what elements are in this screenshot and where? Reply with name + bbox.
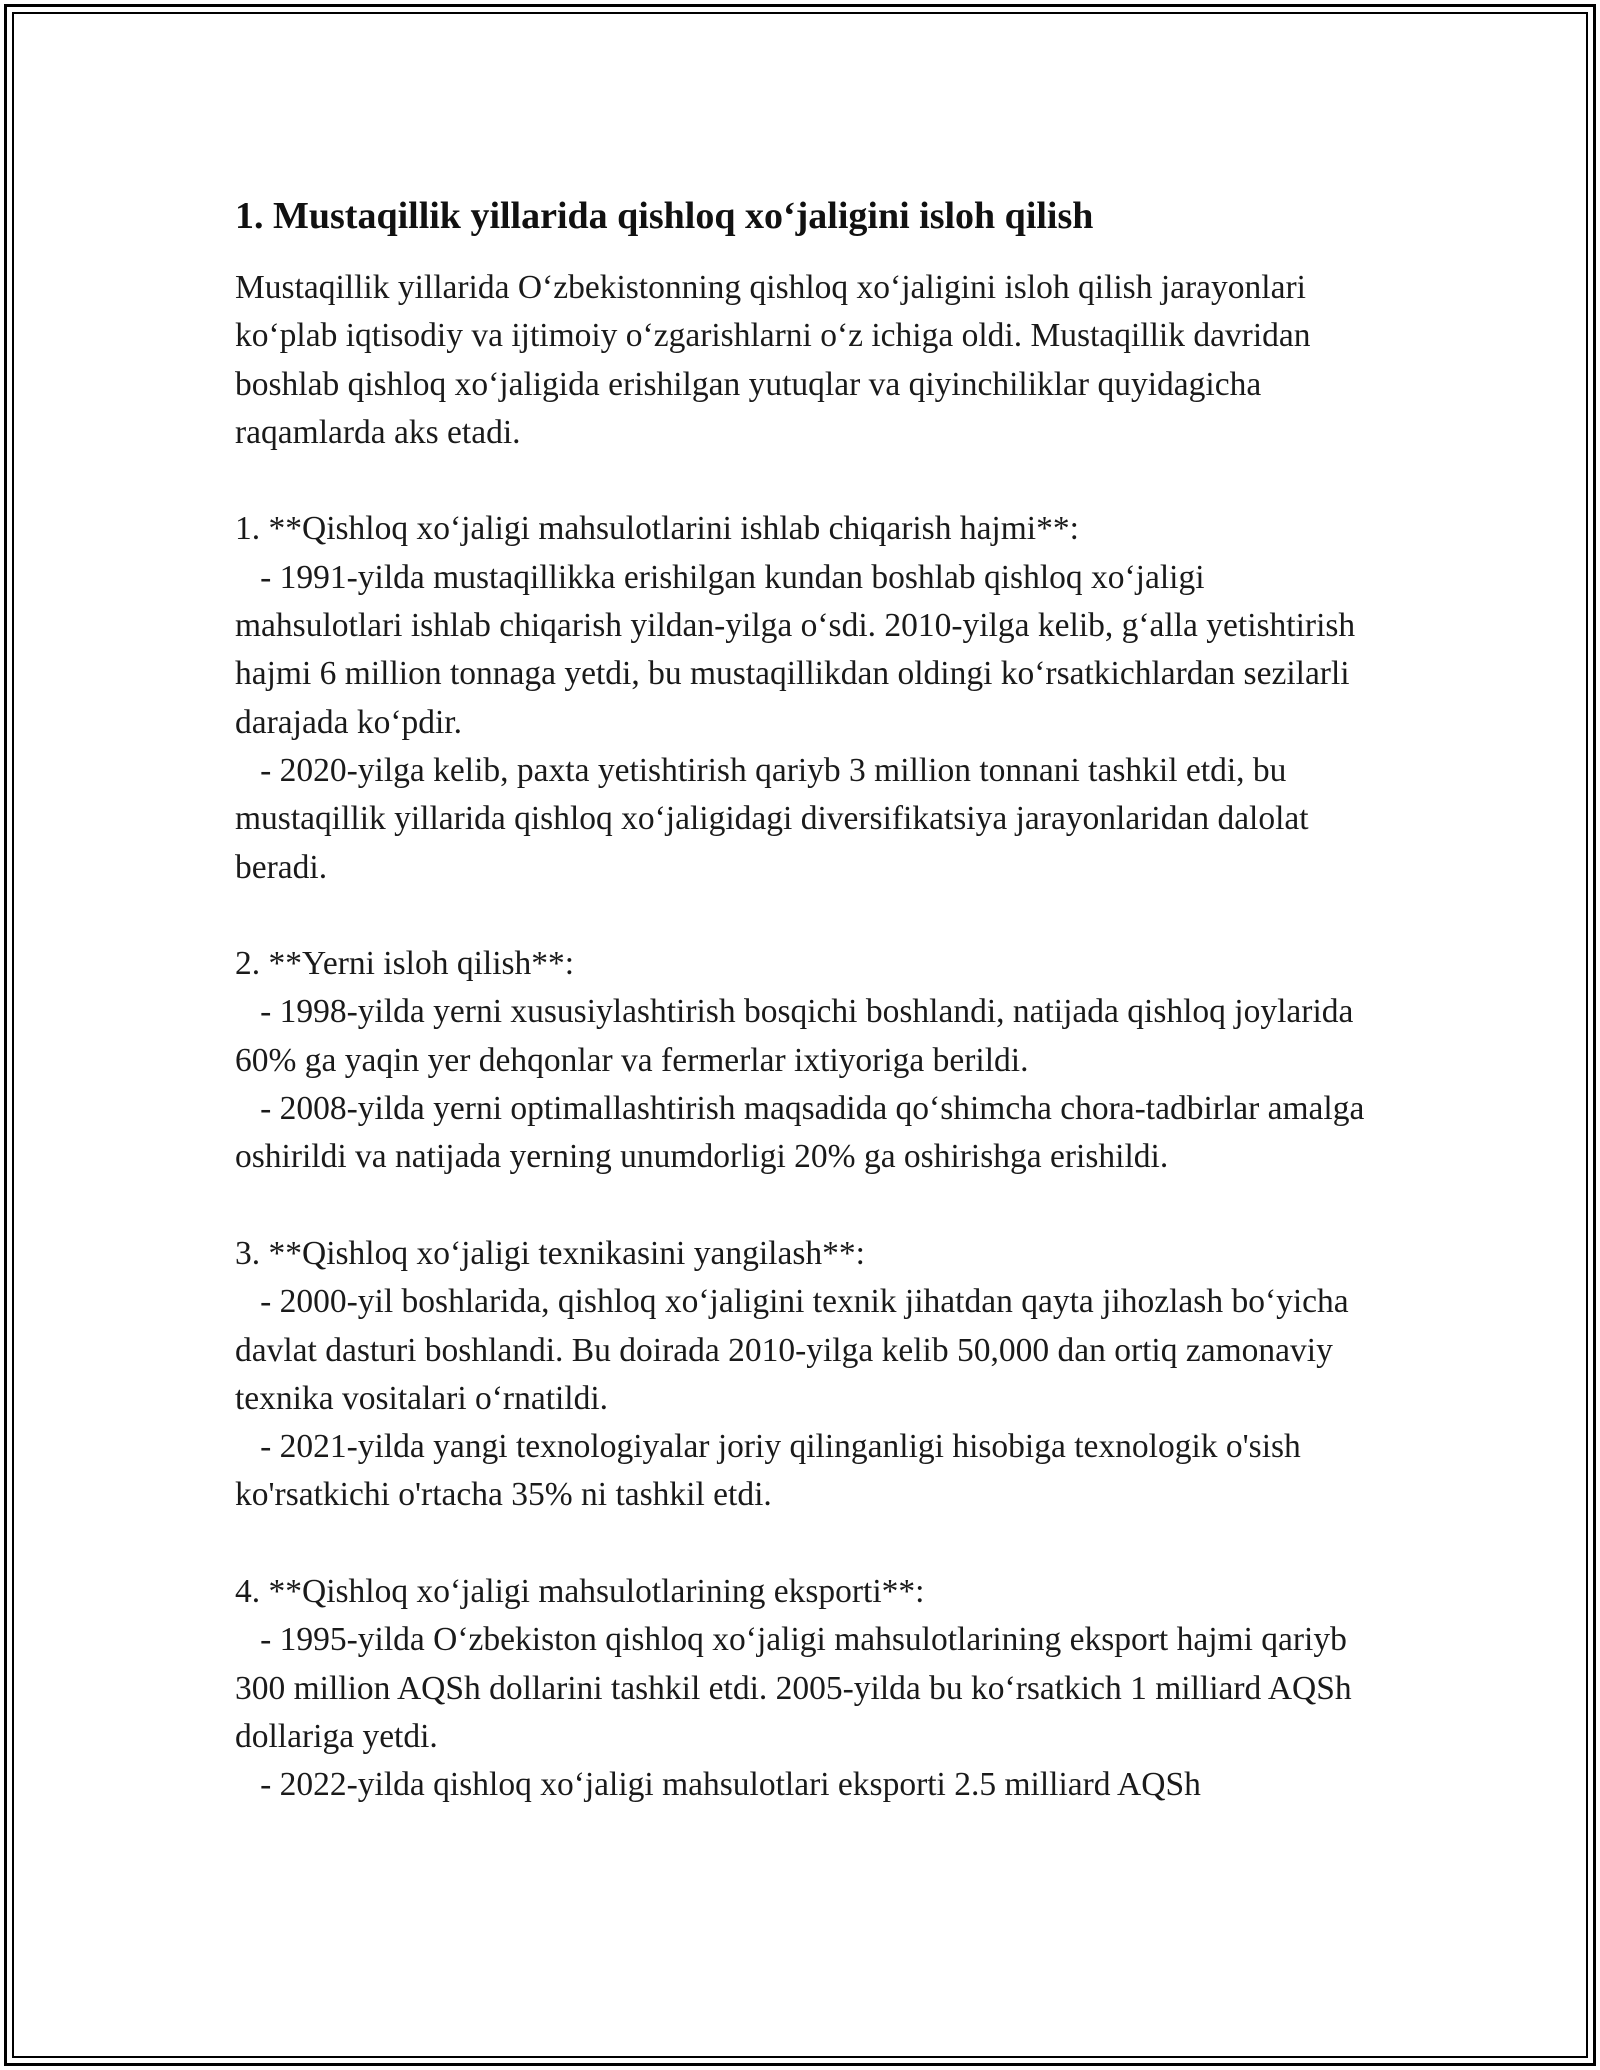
section-machinery (235, 1230, 1375, 1520)
section-item: - 1991-yilda mustaqillikka erishilgan kundan boshlab qishloq xoʻjaligi mahsulotlari ishlab chiqarish yildan-yilga oʻsdi. 2010-yilga kelib, gʻalla yetishtirish hajmi 6 million tonnaga yetdi, bu mustaqillikdan oldingi koʻrsatkichlardan sezilarli darajada koʻpdir. (235, 558, 1364, 741)
spacer (235, 892, 1375, 940)
intro-paragraph: Mustaqillik yillarida Oʻzbekistonning qishloq xoʻjaligini isloh qilish jarayonlari koʻplab iqtisodiy va ijtimoiy oʻzgarishlarni oʻz ichiga oldi. Mustaqillik davridan boshlab qishloq xoʻjaligida erishilgan yutuqlar va qiyinchiliklar quyidagicha raqamlarda aks etadi. (235, 269, 1319, 451)
section-item: - 2021-yilda yangi texnologiyalar joriy qilinganligi hisobiga texnologik o'sish ko'rsatkichi o'rtacha 35% ni tashkil etdi. (235, 1428, 1310, 1514)
section-heading: 2. **Yerni isloh qilish**: (235, 945, 575, 983)
section-heading: 4. **Qishloq xoʻjaligi mahsulotlarining eksporti**: (235, 1573, 925, 1611)
document-body (235, 180, 1375, 1810)
section-item: - 1995-yilda Oʻzbekiston qishloq xoʻjaligi mahsulotlarining eksport hajmi qariyb 300 million AQSh dollarini tashkil etdi. 2005-yilda bu koʻrsatkich 1 milliard AQSh dollariga yetdi. (235, 1621, 1360, 1755)
section-heading: 1. **Qishloq xoʻjaligi mahsulotlarini ishlab chiqarish hajmi**: (235, 510, 1079, 548)
section-land-reform (235, 940, 1375, 1181)
document-title: 1. Mustaqillik yillarida qishloq xoʻjaligini isloh qilish (235, 195, 1094, 237)
section-item: - 2022-yilda qishloq xoʻjaligi mahsulotlari eksporti 2.5 milliard AQSh (235, 1766, 1201, 1804)
spacer (235, 1520, 1375, 1568)
section-item: - 2008-yilda yerni optimallashtirish maqsadida qoʻshimcha chora-tadbirlar amalga oshirildi va natijada yerning unumdorligi 20% ga oshirishga erishildi. (235, 1090, 1373, 1176)
section-item: - 2000-yil boshlarida, qishloq xoʻjaligini texnik jihatdan qayta jihozlash boʻyicha davlat dasturi boshlandi. Bu doirada 2010-yilga kelib 50,000 dan ortiq zamonaviy texnika vositalari oʻrnatildi. (235, 1283, 1358, 1417)
section-heading: 3. **Qishloq xoʻjaligi texnikasini yangilash**: (235, 1234, 865, 1272)
section-item: - 1998-yilda yerni xususiylashtirish bosqichi boshlandi, natijada qishloq joylarida 60% ga yaqin yer dehqonlar va fermerlar ixtiyoriga berildi. (235, 993, 1362, 1079)
section-production (235, 505, 1375, 891)
spacer (235, 457, 1375, 505)
section-item: - 2020-yilga kelib, paxta yetishtirish qariyb 3 million tonnani tashkil etdi, bu mustaqillik yillarida qishloq xoʻjaligidagi diversifikatsiya jarayonlaridan dalolat beradi. (235, 751, 1317, 886)
spacer (235, 1182, 1375, 1230)
section-export (235, 1568, 1375, 1809)
